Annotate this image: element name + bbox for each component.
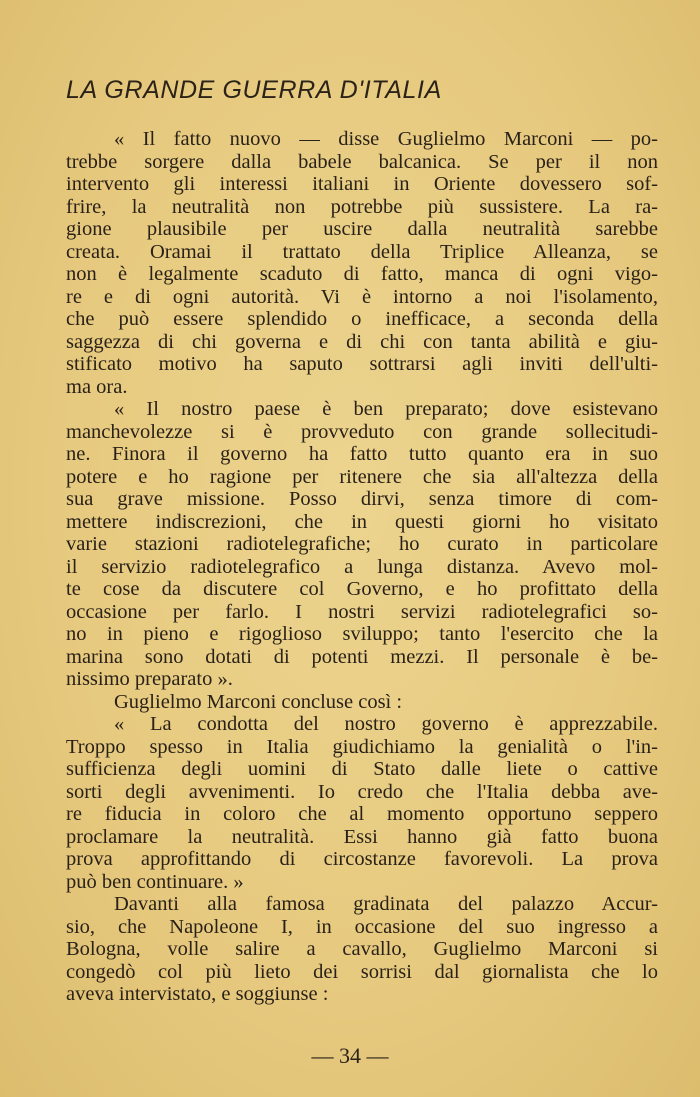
text-line: varie stazioni radiotelegrafiche; ho curato in particolare: [66, 533, 658, 555]
text-line: trebbe sorgere dalla babele balcanica. Se per il non: [66, 150, 658, 173]
text-line: nissimo preparato ».: [66, 668, 233, 690]
text-line: no in pieno e rigoglioso sviluppo; tanto l'esercito che la: [66, 623, 658, 645]
text-line: sua grave missione. Posso dirvi, senza timore di com-: [66, 488, 658, 510]
text-line: sufficienza degli uomini di Stato dalle liete o cattive: [66, 758, 658, 780]
text-line: ne. Finora il governo ha fatto tutto quanto era in suo: [66, 443, 658, 465]
text-line: intervento gli interessi italiani in Oriente dovessero sof-: [66, 173, 658, 195]
text-line: te cose da discutere col Governo, e ho profittato della: [66, 578, 658, 600]
text-line: stificato motivo ha saputo sottrarsi agli inviti dell'ulti-: [66, 353, 658, 375]
text-line: congedò col più lieto dei sorrisi dal giornalista che lo: [66, 960, 658, 983]
text-line: potere e ho ragione per ritenere che sia all'altezza della: [66, 465, 658, 488]
text-line: proclamare la neutralità. Essi hanno già fatto buona: [66, 825, 658, 848]
text-line: aveva intervistato, e soggiunse :: [66, 983, 329, 1005]
text-line: creata. Oramai il trattato della Triplice Alleanza, se: [66, 240, 658, 263]
text-line: prova approfittando di circostanze favorevoli. La prova: [66, 848, 658, 870]
text-line: Troppo spesso in Italia giudichiamo la genialità o l'in-: [66, 735, 658, 758]
text-line: frire, la neutralità non potrebbe più sussistere. La ra-: [66, 195, 658, 218]
text-line: può ben continuare. »: [66, 870, 244, 893]
text-line: non è legalmente scaduto di fatto, manca di ogni vigo-: [66, 263, 658, 285]
text-line: ma ora.: [66, 375, 128, 398]
text-line: mettere indiscrezioni, che in questi giorni ho visitato: [66, 510, 658, 533]
text-line: che può essere splendido o inefficace, a seconda della: [66, 308, 658, 330]
text-line: re e di ogni autorità. Vi è intorno a noi l'isolamento,: [66, 285, 658, 308]
body-text: [66, 128, 658, 1006]
text-line: il servizio radiotelegrafico a lunga distanza. Avevo mol-: [66, 555, 658, 578]
text-line: « La condotta del nostro governo è apprezzabile.: [114, 713, 658, 735]
running-title: LA GRANDE GUERRA D'ITALIA: [66, 76, 442, 104]
text-line: saggezza di chi governa e di chi con tanta abilità e giu-: [66, 330, 658, 353]
page-number: — 34 —: [311, 1043, 389, 1068]
text-line: manchevolezze si è provveduto con grande sollecitudi-: [66, 420, 658, 443]
text-line: sorti degli avvenimenti. Io credo che l'Italia debba ave-: [66, 780, 658, 803]
text-line: « Il fatto nuovo — disse Guglielmo Marconi — po-: [114, 128, 658, 150]
text-line: Bologna, volle salire a cavallo, Guglielmo Marconi si: [66, 938, 658, 960]
text-line: marina sono dotati di potenti mezzi. Il personale è be-: [66, 645, 658, 668]
text-line: Davanti alla famosa gradinata del palazzo Accur-: [114, 893, 658, 915]
text-line: occasione per farlo. I nostri servizi radiotelegrafici so-: [66, 600, 658, 623]
text-line: re fiducia in coloro che al momento opportuno seppero: [66, 803, 658, 825]
text-line: « Il nostro paese è ben preparato; dove esistevano: [114, 398, 658, 420]
text-line: sio, che Napoleone I, in occasione del suo ingresso a: [66, 915, 658, 938]
text-line: gione plausibile per uscire dalla neutralità sarebbe: [66, 218, 658, 240]
text-line: Guglielmo Marconi concluse così :: [114, 690, 403, 713]
